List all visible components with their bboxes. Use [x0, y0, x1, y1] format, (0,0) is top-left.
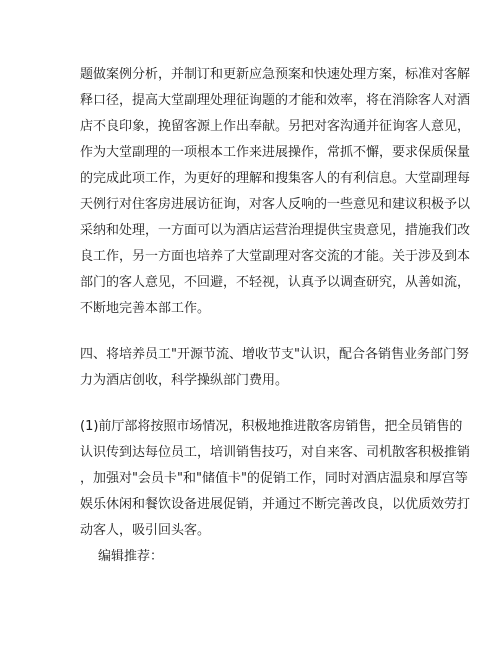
text-line: 作为大堂副理的一项根本工作来进展操作，常抓不懈，要求保质保量	[80, 145, 471, 160]
text-line: 释口径，提高大堂副理处理征询题的才能和效率，将在消除客人对酒	[80, 93, 471, 108]
text-line: (1)前厅部将按照市场情况，积极地推进散客房销售，把全员销售的	[80, 419, 463, 434]
text-line: 采纳和处理，一方面可以为酒店运营治理提供宝贵意见，措施我们改	[80, 223, 471, 238]
text-line: 编辑推荐：	[98, 549, 164, 564]
text-line: 店不良印象，挽留客源上作出奉献。另把对客沟通并征询客人意见，	[80, 119, 471, 134]
editor-recommendation-label	[80, 544, 432, 570]
text-line: 力为酒店创收，科学操纵部门费用。	[80, 373, 289, 388]
text-line: 天例行对住客房进展访征询，对客人反响的一些意见和建议积极予以	[80, 197, 471, 212]
text-line: 的完成此项工作，为更好的理解和搜集客人的有利信息。大堂副理每	[80, 171, 471, 186]
text-line: 娱乐休闲和餐饮设备进展促销，并通过不断完善改良，以优质效劳打	[80, 497, 471, 512]
document-page	[80, 62, 471, 570]
text-line: 不断地完善本部工作。	[80, 301, 211, 316]
text-line: 良工作，另一方面也培养了大堂副理对客交流的才能。关于涉及到本	[80, 249, 471, 264]
paragraph-guest-feedback	[80, 62, 471, 322]
paragraph-section-four	[80, 342, 469, 394]
paragraph-item-one	[80, 414, 471, 544]
text-line: 动客人，吸引回头客。	[80, 523, 211, 538]
text-line: ，加强对"会员卡"和"储值卡"的促销工作，同时对酒店温泉和厚宫等	[80, 471, 468, 486]
text-line: 四、将培养员工"开源节流、增收节支"认识，配合各销售业务部门努	[80, 347, 469, 362]
text-line: 题做案例分析，并制订和更新应急预案和快速处理方案，标准对客解	[80, 67, 471, 82]
text-line: 部门的客人意见，不回避，不轻视，认真予以调查研究，从善如流，	[80, 275, 471, 290]
text-line: 认识传到达每位员工，培训销售技巧，对自来客、司机散客积极推销	[80, 445, 471, 460]
